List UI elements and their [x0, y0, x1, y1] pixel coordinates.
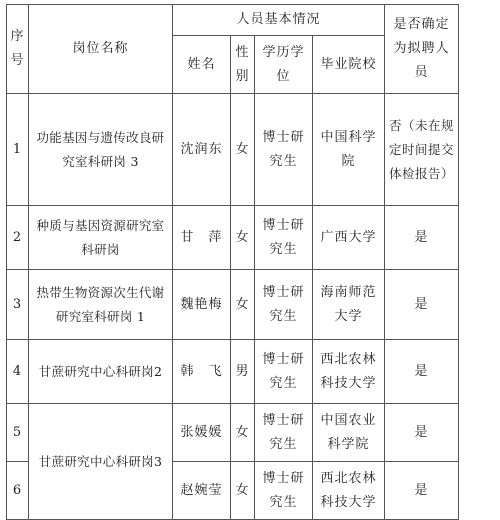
row-education: 博士研究生 — [255, 94, 313, 206]
row-gender: 女 — [231, 206, 255, 270]
row-seq: 2 — [7, 206, 29, 270]
row-seq: 6 — [7, 462, 29, 520]
row-seq: 3 — [7, 270, 29, 340]
header-hire: 是否确定为拟聘人员 — [385, 5, 459, 94]
header-row-1 — [7, 5, 459, 36]
row-name: 赵婉莹 — [173, 462, 231, 520]
candidate-table — [6, 4, 459, 520]
header-gender: 性别 — [231, 36, 255, 94]
header-seq: 序号 — [7, 5, 29, 94]
row-gender: 女 — [231, 404, 255, 462]
row-school: 中国农业科学院 — [313, 404, 385, 462]
row-school: 中国科学院 — [313, 94, 385, 206]
row-post: 热带生物资源次生代谢研究室科研岗 1 — [29, 270, 173, 340]
row-education: 博士研究生 — [255, 270, 313, 340]
row-post-merged: 甘蔗研究中心科研岗3 — [29, 404, 173, 520]
row-seq: 1 — [7, 94, 29, 206]
table-row — [7, 270, 459, 340]
row-hire: 是 — [385, 404, 459, 462]
table-row — [7, 94, 459, 206]
row-hire: 是 — [385, 462, 459, 520]
row-gender: 女 — [231, 94, 255, 206]
row-education: 博士研究生 — [255, 462, 313, 520]
row-post: 功能基因与遗传改良研究室科研岗 3 — [29, 94, 173, 206]
row-name: 张媛媛 — [173, 404, 231, 462]
table-row — [7, 206, 459, 270]
row-school: 广西大学 — [313, 206, 385, 270]
header-name: 姓名 — [173, 36, 231, 94]
row-hire: 是 — [385, 206, 459, 270]
row-gender: 女 — [231, 270, 255, 340]
row-post: 甘蔗研究中心科研岗2 — [29, 340, 173, 404]
row-name: 韩 飞 — [173, 340, 231, 404]
header-school: 毕业院校 — [313, 36, 385, 94]
header-post: 岗位名称 — [29, 5, 173, 94]
row-education: 博士研究生 — [255, 206, 313, 270]
row-name: 甘 萍 — [173, 206, 231, 270]
row-post: 种质与基因资源研究室科研岗 — [29, 206, 173, 270]
row-gender: 女 — [231, 462, 255, 520]
row-seq: 5 — [7, 404, 29, 462]
row-education: 博士研究生 — [255, 404, 313, 462]
row-name: 沈润东 — [173, 94, 231, 206]
row-hire: 是 — [385, 340, 459, 404]
table-row — [7, 404, 459, 462]
row-seq: 4 — [7, 340, 29, 404]
row-school: 西北农林科技大学 — [313, 340, 385, 404]
row-hire: 否（未在规定时间提交体检报告） — [385, 94, 459, 206]
row-name: 魏艳梅 — [173, 270, 231, 340]
table-row — [7, 340, 459, 404]
row-gender: 男 — [231, 340, 255, 404]
hiring-table-container — [6, 4, 459, 520]
header-education: 学历学位 — [255, 36, 313, 94]
row-education: 博士研究生 — [255, 340, 313, 404]
row-school: 海南师范大学 — [313, 270, 385, 340]
row-school: 西北农林科技大学 — [313, 462, 385, 520]
header-basic-info: 人员基本情况 — [173, 5, 385, 36]
row-hire: 是 — [385, 270, 459, 340]
